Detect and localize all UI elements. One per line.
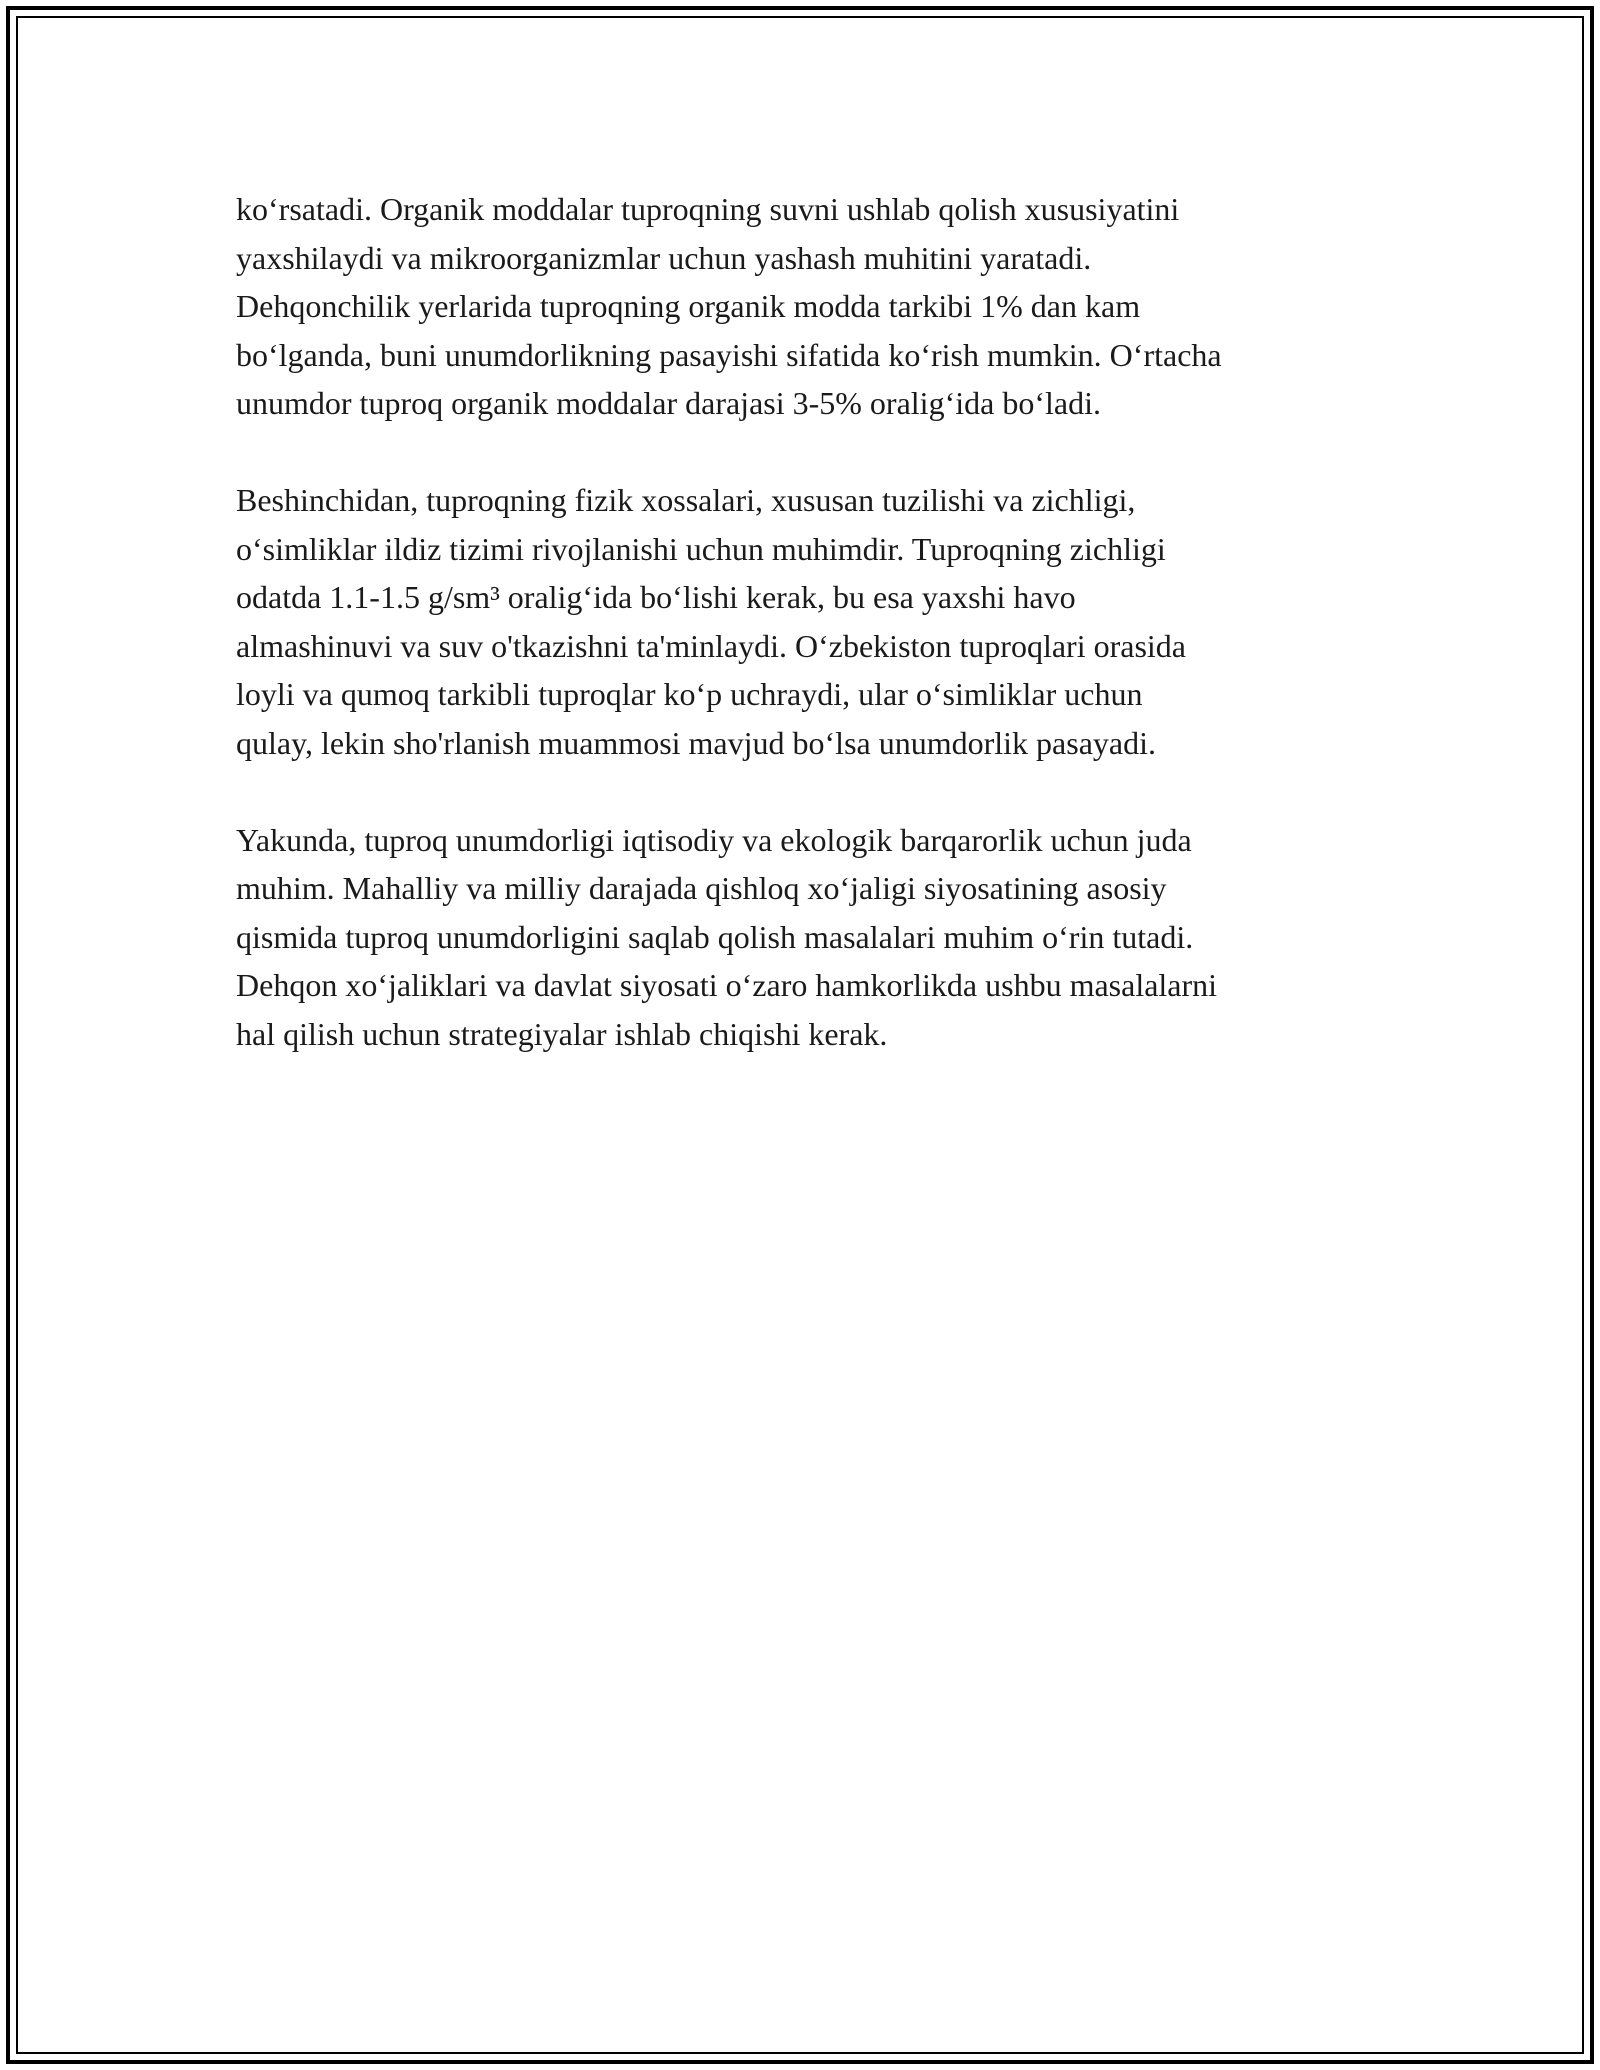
- paragraph-physical-properties: Beshinchidan, tuproqning fizik xossalari, xususan tuzilishi va zichligi, o‘simliklar ildiz tizimi rivojlanishi uchun muhimdir. Tuproqning zichligi odatda 1.1-1.5 g/sm³ oralig‘ida bo‘lishi kerak, bu esa yaxshi havo almashinuvi va suv o'tkazishni ta'minlaydi. O‘zbekiston tuproqlari orasida loyli va qumoq tarkibli tuproqlar ko‘p uchraydi, ular o‘simliklar uchun qulay, lekin sho'rlanish muammosi mavjud bo‘lsa unumdorlik pasayadi.: [236, 482, 1186, 761]
- paragraph-conclusion: Yakunda, tuproq unumdorligi iqtisodiy va ekologik barqarorlik uchun juda muhim. Mahalliy va milliy darajada qishloq xo‘jaligi siyosatining asosiy qismida tuproq unumdorligini saqlab qolish masalalari muhim o‘rin tutadi. Dehqon xo‘jaliklari va davlat siyosati o‘zaro hamkorlikda ushbu masalalarni hal qilish uchun strategiyalar ishlab chiqishi kerak.: [236, 821, 1218, 1052]
- paragraph-organic-matter: ko‘rsatadi. Organik moddalar tuproqning suvni ushlab qolish xususiyatini yaxshilaydi va mikroorganizmlar uchun yashash muhitini yaratadi. Dehqonchilik yerlarida tuproqning organik modda tarkibi 1% dan kam bo‘lganda, buni unumdorlikning pasayishi sifatida ko‘rish mumkin. O‘rtacha unumdor tuproq organik moddalar darajasi 3-5% oralig‘ida bo‘ladi.: [236, 191, 1222, 421]
- document-body: [236, 185, 1376, 1107]
